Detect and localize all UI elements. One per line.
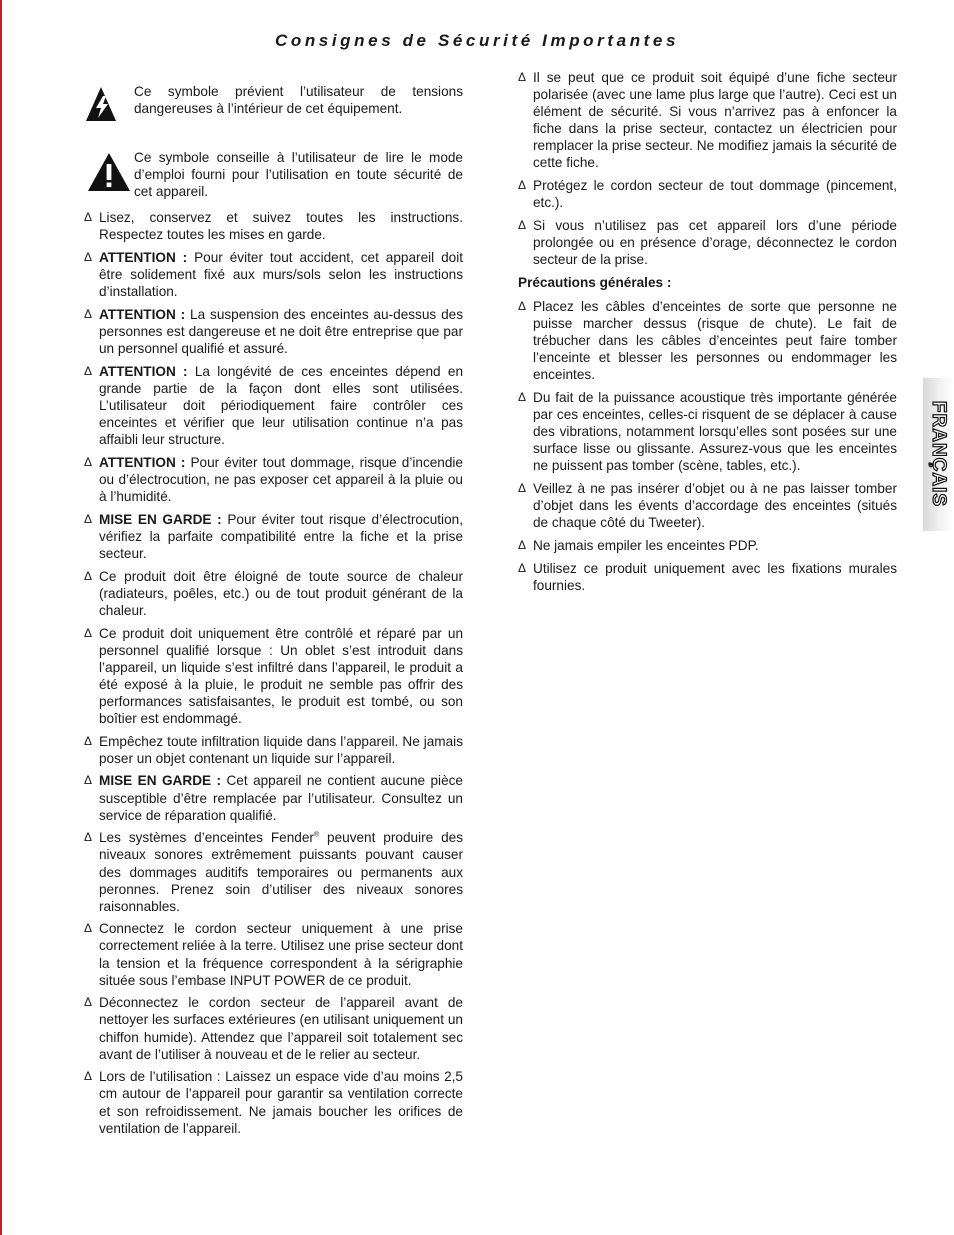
safety-item-text: Connectez le cordon secteur uniquement à une prise correctement reliée à la terre. Utilisez une prise secteur dont la tension et la fréquence correspondent à la sérigraphie située sous l’embase INPUT POWER de ce produit.: [99, 921, 463, 988]
safety-item: [518, 177, 897, 211]
safety-item: [84, 249, 463, 300]
general-precautions-heading: Précautions générales :: [518, 274, 672, 290]
precaution-item-text: Utilisez ce produit uniquement avec les fixations murales fournies.: [533, 560, 897, 593]
safety-item-text: Ce produit doit uniquement être contrôlé et réparé par un personnel qualifié lorsque : Un oblet s’est introduit dans l’appareil, un liquide s’est infiltré dans l’appareil, le produit a été exposé à la pluie, le produit ne semble pas offrir des performances satisfaisantes, le produit est tombé, ou son boîtier est endommagé.: [99, 625, 463, 726]
registered-mark: ®: [313, 831, 320, 839]
safety-item: [84, 625, 463, 728]
warning-label: ATTENTION :: [99, 250, 188, 266]
safety-item: [84, 454, 463, 505]
language-tab-label: FRANÇAIS: [928, 400, 949, 508]
safety-item: [84, 511, 463, 562]
precaution-item-text: Ne jamais empiler les enceintes PDP.: [533, 537, 759, 553]
symbol-lightning-row: [84, 83, 463, 131]
precaution-item: [518, 537, 897, 554]
left-column: [84, 83, 463, 1142]
warning-label: ATTENTION :: [99, 363, 188, 379]
symbol-exclamation-text: Ce symbole conseille à l’utilisateur de lire le mode d’emploi fourni pour l’utilisation en toute sécurité de cet appareil.: [134, 150, 463, 200]
safety-item-text: Pour éviter tout accident, cet appareil doit être solidement fixé aux murs/sols selon les instructions d’installation.: [99, 250, 463, 300]
safety-item-text: Les systèmes d’enceintes Fender: [99, 830, 314, 846]
safety-item-text: Déconnectez le cordon secteur de l’appareil avant de nettoyer les surfaces extérieures (en utilisant uniquement un chiffon humide). Attendez que l’appareil soit totalement sec avant de l’utiliser à nouveau et de le relier au secteur.: [99, 995, 463, 1062]
precaution-item: [518, 298, 897, 383]
safety-item: [84, 209, 463, 243]
safety-item: [84, 568, 463, 619]
safety-item-text: La longévité de ces enceintes dépend en grande partie de la façon dont elles sont utilisées. L’utilisateur doit périodiquement faire contrôler ces enceintes et vérifier que leur utilisation continue n’a pas affaibli leur structure.: [99, 363, 463, 448]
precaution-item: [518, 389, 897, 474]
precaution-item-text: Du fait de la puissance acoustique très importante générée par ces enceintes, celles-ci risquent de se déplacer à cause des vibrations, notamment lorsqu’elles sont posées sur une surface lisse ou glissante. Assurez-vous que les enceintes ne puissent pas tomber (scène, tables, etc.).: [533, 389, 897, 474]
safety-item-text: Il se peut que ce produit soit équipé d’une fiche secteur polarisée (avec une lame plus large que l’autre). Ceci est un élément de sécurité. Si vous n’arrivez pas à enfoncer la fiche dans la prise secteur, contactez un électricien pour remplacer la prise secteur. Ne modifiez jamais la sécurité de cette fiche.: [533, 70, 897, 171]
safety-item: [518, 69, 897, 172]
right-column: [518, 69, 897, 599]
left-margin-rule: [0, 0, 2, 1235]
precaution-item: [518, 480, 897, 531]
safety-item-text: Si vous n’utilisez pas cet appareil lors d’une période prolongée ou en présence d’orage, déconnectez le cordon secteur de la prise.: [533, 217, 897, 268]
safety-item: [84, 306, 463, 357]
safety-item: [84, 772, 463, 823]
safety-item: [84, 733, 463, 767]
safety-item: [84, 829, 463, 914]
safety-item-text: Cet appareil ne contient aucune pièce susceptible d’être remplacée par l’utilisateur. Consultez un service de réparation qualifié.: [99, 773, 463, 823]
safety-item-text: Pour éviter tout risque d’électrocution, vérifiez la parfaite compatibilité entre la fiche et la prise secteur.: [99, 511, 463, 561]
precaution-item-text: Veillez à ne pas insérer d’objet ou à ne pas laisser tomber d’objet dans les évents d’accordage des enceintes (situés de chaque côté du Tweeter).: [533, 481, 897, 531]
safety-item-text: Lors de l’utilisation : Laissez un espace vide d’au moins 2,5 cm autour de l’appareil pour garantir sa ventilation correcte et son refroidissement. Ne jamais boucher les orifices de ventilation de l’appareil.: [99, 1069, 463, 1136]
safety-item: [84, 1068, 463, 1136]
safety-item-text: Empêchez toute infiltration liquide dans l’appareil. Ne jamais poser un objet contenant un liquide sur l’appareil.: [99, 733, 463, 766]
precaution-item: [518, 560, 897, 594]
page-title: Consignes de Sécurité Importantes: [274, 31, 680, 50]
safety-item: [84, 920, 463, 988]
caution-label: MISE EN GARDE :: [99, 773, 222, 789]
lightning-warning-triangle-icon: [84, 83, 134, 131]
symbol-lightning-text: Ce symbole prévient l’utilisateur de tensions dangereuses à l’intérieur de cet équipement.: [134, 84, 463, 117]
language-tab: [923, 378, 954, 531]
precaution-item-text: Placez les câbles d’enceintes de sorte que personne ne puisse marcher dessus (risque de chute). Le fait de trébucher dans les câbles d’enceintes peut faire tomber l’enceinte et blesser les personnes ou endommager les enceintes.: [533, 298, 897, 383]
safety-item-text: peuvent produire des niveaux sonores extrêmement puissants pouvant causer des dommages auditifs temporaires ou permanents aux peronnes. Prenez soin d’utiliser des niveaux sonores raisonnables.: [99, 830, 464, 914]
safety-item: [84, 363, 463, 448]
warning-label: ATTENTION :: [99, 306, 186, 322]
warning-label: ATTENTION :: [99, 454, 186, 470]
safety-item: [518, 217, 897, 268]
caution-label: MISE EN GARDE :: [99, 511, 222, 527]
safety-item: [84, 994, 463, 1062]
safety-item-text: Lisez, conservez et suivez toutes les instructions. Respectez toutes les mises en garde.: [99, 210, 463, 243]
symbol-exclamation-row: [84, 149, 463, 200]
exclamation-warning-triangle-icon: [84, 149, 134, 197]
safety-item-text: Pour éviter tout dommage, risque d’incendie ou d’électrocution, ne pas exposer cet appareil à la pluie ou à l’humidité.: [99, 454, 463, 505]
safety-item-text: Protégez le cordon secteur de tout dommage (pincement, etc.).: [533, 178, 897, 211]
safety-item-text: Ce produit doit être éloigné de toute source de chaleur (radiateurs, poêles, etc.) ou de tout produit générant de la chaleur.: [99, 568, 463, 618]
safety-item-text: La suspension des enceintes au-dessus des personnes est dangereuse et ne doit être entreprise que par un personnel qualifié et assuré.: [99, 306, 463, 357]
